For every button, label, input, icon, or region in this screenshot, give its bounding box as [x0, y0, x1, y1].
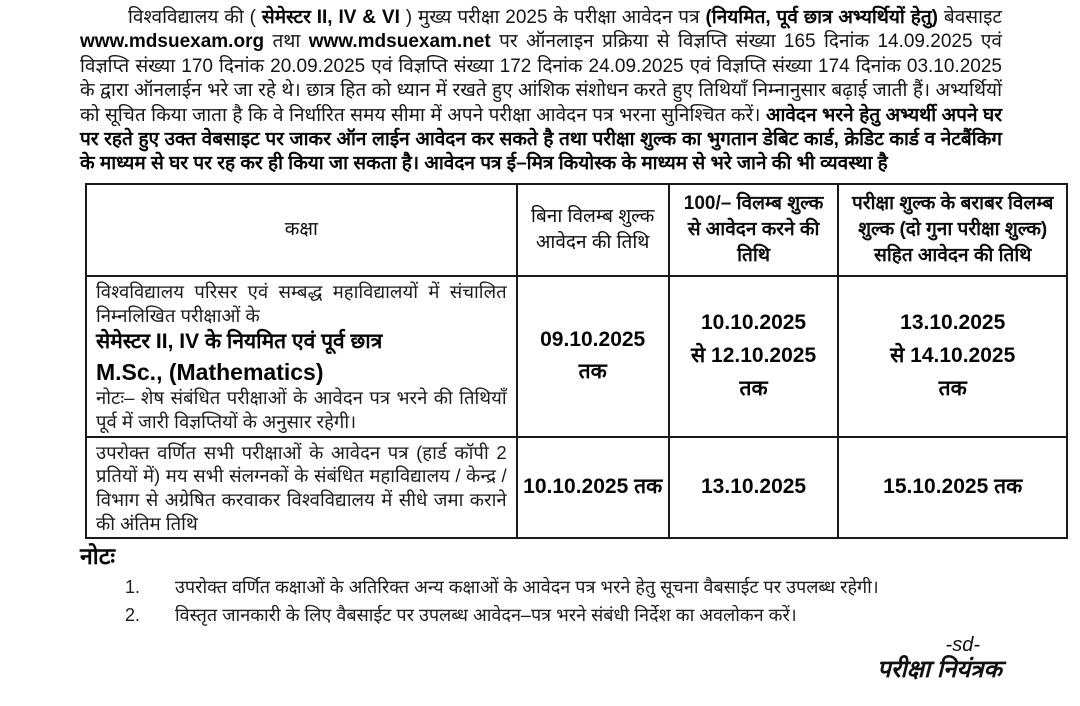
note-number: 1.: [125, 577, 141, 597]
table-header-double-fee: परीक्षा शुल्क के बराबर विलम्ब शुल्क (दो गुना परीक्षा शुल्क) सहित आवेदन की तिथि: [838, 184, 1067, 276]
date-late-fee-100: 13.10.2025: [669, 437, 839, 539]
intro-paragraph: [80, 6, 1002, 177]
class-note-text: नोटः– शेष संबंधित परीक्षाओं के आवेदन पत्र भरने की तिथियाँ पूर्व में जारी विज्ञप्तियों के अनुसार रहेगी।: [96, 387, 507, 433]
date-line: 09.10.2025: [540, 327, 646, 351]
class-name-hindi: सेमेस्टर II, IV के नियमित एवं पूर्व छात्र: [96, 330, 383, 354]
table-header-without-late-fee: बिना विलम्ब शुल्क आवेदन की तिथि: [517, 184, 669, 276]
hardcopy-description-cell: [86, 437, 517, 539]
table-header-class: कक्षा: [86, 184, 517, 276]
exam-schedule-table: [85, 183, 1068, 540]
hardcopy-description-text: उपरोक्त वर्णित सभी परीक्षाओं के आवेदन पत्र (हार्ड कॉपी 2 प्रतियों में) मय सभी संलग्नकों के संबंधित महाविद्यालय / केन्द्र / विभाग से अग्रेषित करवाकर विश्वविद्यालय में सीधे जमा कराने की अंतिम तिथि: [96, 441, 507, 534]
note-text: विस्तृत जानकारी के लिए वैबसाईट पर उपलब्ध आवेदन–पत्र भरने संबंधी निर्देश का अवलोकन करें।: [175, 604, 797, 625]
date-double-fee: [838, 276, 1067, 437]
notes-heading: नोटः: [80, 543, 115, 570]
intro-bold-candidate-type: (नियमित, पूर्व छात्र अभ्यर्थियों हेतु): [705, 7, 938, 28]
signature-sd: -sd-: [945, 634, 980, 656]
date-late-fee-100: [669, 276, 839, 437]
date-line: तक: [578, 360, 607, 384]
date-double-fee: 15.10.2025 तक: [838, 437, 1067, 539]
intro-text-segment: विश्वविद्यालय की (: [128, 7, 262, 28]
class-intro-text: विश्वविद्यालय परिसर एवं सम्बद्ध महाविद्यालयों में संचालित निम्नलिखित परीक्षाओं के: [96, 280, 507, 326]
date-line: तक: [739, 376, 768, 400]
class-name-latin: M.Sc., (Mathematics): [96, 358, 324, 385]
signature-block: [80, 634, 1080, 685]
date-line: से 12.10.2025: [690, 344, 817, 367]
table-row-hardcopy-submission: [86, 437, 1067, 539]
intro-bold-instructions: आवेदन भरने हेतु अभ्यर्थी अपने घर पर रहते हुए उक्त वेबसाइट पर जाकर ऑन लाईन आवेदन कर सकते है तथा परीक्षा शुल्क का भुगतान डेबिट कार्ड, क्रेडिट कार्ड व नेटबैंकिग के माध्यम से घर पर रह कर ही किया जा सकता है। आवेदन पत्र ई–मित्र कियोस्क के माध्यम से भरे जाने की भी व्यवस्था है: [80, 104, 1002, 175]
table-header-row: [86, 184, 1067, 276]
table-header-late-fee-100: 100/– विलम्ब शुल्क से आवेदन करने की तिथि: [669, 184, 839, 276]
website-url-org: www.mdsuexam.org: [80, 31, 265, 53]
date-line: से 14.10.2025: [890, 344, 1016, 367]
intro-bold-semester: सेमेस्टर II, IV & VI: [261, 7, 400, 28]
table-row-semester-exams: [86, 276, 1067, 437]
intro-text-segment: ) मुख्य परीक्षा 2025 के परीक्षा आवेदन पत्र: [399, 7, 706, 28]
date-without-late-fee: 10.10.2025 तक: [517, 437, 669, 539]
date-without-late-fee: [517, 276, 669, 437]
date-line: 13.10.2025: [900, 311, 1006, 335]
intro-text-segment: पर ऑनलाइन प्रक्रिया से विज्ञप्ति संख्या 165 दिनांक 14.09.2025 एवं विज्ञप्ति संख्या 170 दिनांक 20.09.2025 एवं विज्ञप्ति संख्या 172 दिनांक 24.09.2025 एवं विज्ञप्ति संख्या 174 दिनांक 03.10.2025 के द्वारा ऑनलाईन भरे जा रहे थे। छात्र हित को ध्यान में रखते हुए आंशिक संशोधन करते हुए तिथियाँ निम्नानुसार बढ़ाई जाती हैं। अभ्यर्थियों को सूचित किया जाता है कि वे निर्धारित समय सीमा में अपने परीक्षा आवेदन पत्र भरना सुनिश्चित करें।: [80, 31, 1002, 126]
note-number: 2.: [125, 604, 141, 625]
notes-section: [80, 543, 1080, 626]
note-text: उपरोक्त वर्णित कक्षाओं के अतिरिक्त अन्य कक्षाओं के आवेदन पत्र भरने हेतु सूचना वैबसाईट पर उपलब्ध रहेगी।: [175, 577, 879, 597]
intro-text-segment: तथा: [264, 31, 309, 53]
class-description-cell: [86, 276, 517, 437]
intro-text-segment: बेवसाइट: [938, 7, 1002, 28]
date-line: तक: [938, 376, 967, 400]
note-item-1: [80, 576, 1080, 599]
signature-title: परीक्षा नियंत्रक: [877, 656, 1002, 683]
note-item-2: [80, 604, 1080, 627]
website-url-net: www.mdsuexam.net: [308, 31, 491, 53]
date-line: 10.10.2025: [701, 311, 807, 335]
